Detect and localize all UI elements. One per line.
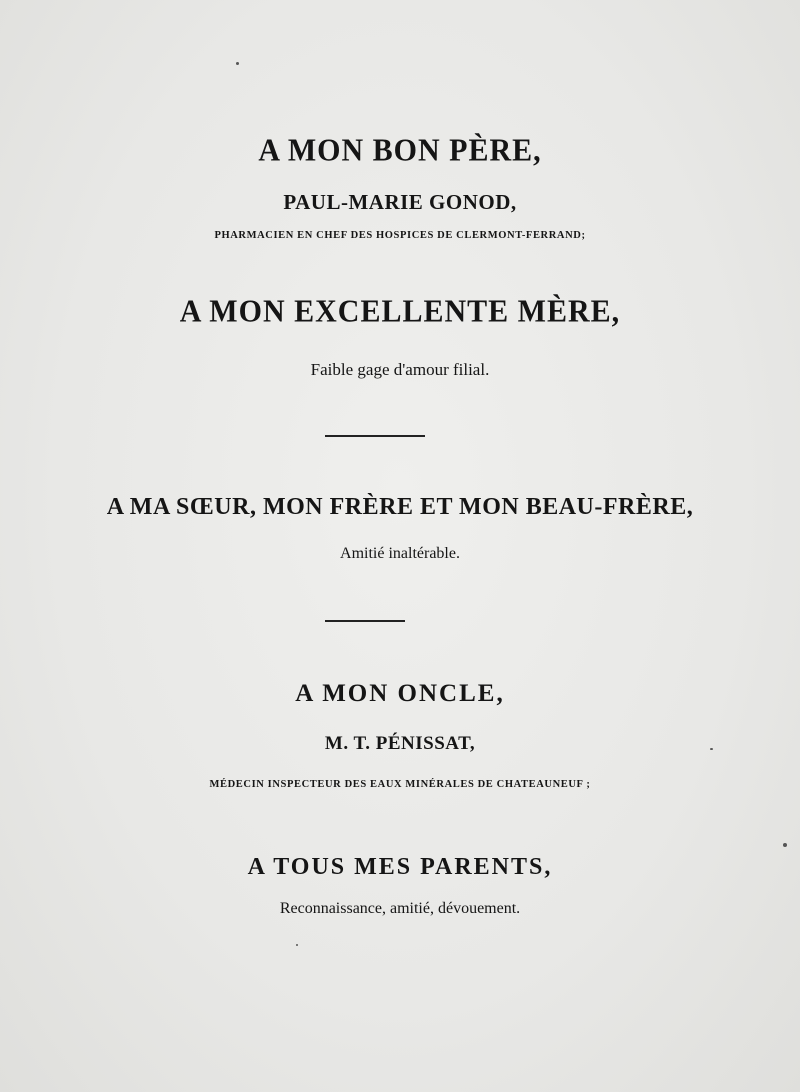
parents-note: Reconnaissance, amitié, dévouement.	[279, 900, 521, 917]
divider	[325, 620, 405, 622]
bleed-through-text	[0, 446, 800, 478]
dedication-siblings: A MA SŒUR, MON FRÈRE ET MON BEAU-FRÈRE,	[106, 494, 694, 520]
dedication-father: A MON BON PÈRE,	[258, 133, 542, 168]
paper-speck	[296, 944, 298, 946]
uncle-name: M. T. PÉNISSAT,	[324, 733, 476, 754]
dedication-mother: A MON EXCELLENTE MÈRE,	[179, 294, 621, 329]
dedication-parents: A TOUS MES PARENTS,	[247, 854, 553, 880]
mother-note: Faible gage d'amour filial.	[310, 360, 490, 379]
dedication-uncle: A MON ONCLE,	[295, 680, 505, 707]
paper-speck	[710, 748, 713, 750]
divider	[325, 435, 425, 437]
uncle-title: MÉDECIN INSPECTEUR DES EAUX MINÉRALES DE CHATEAUNEUF ;	[209, 779, 591, 790]
father-title: PHARMACIEN EN CHEF DES HOSPICES DE CLERMONT-FERRAND;	[214, 230, 586, 241]
paper-speck	[783, 843, 787, 847]
paper-speck	[236, 62, 239, 65]
siblings-note: Amitié inaltérable.	[340, 545, 460, 562]
father-name: PAUL-MARIE GONOD,	[283, 190, 517, 214]
